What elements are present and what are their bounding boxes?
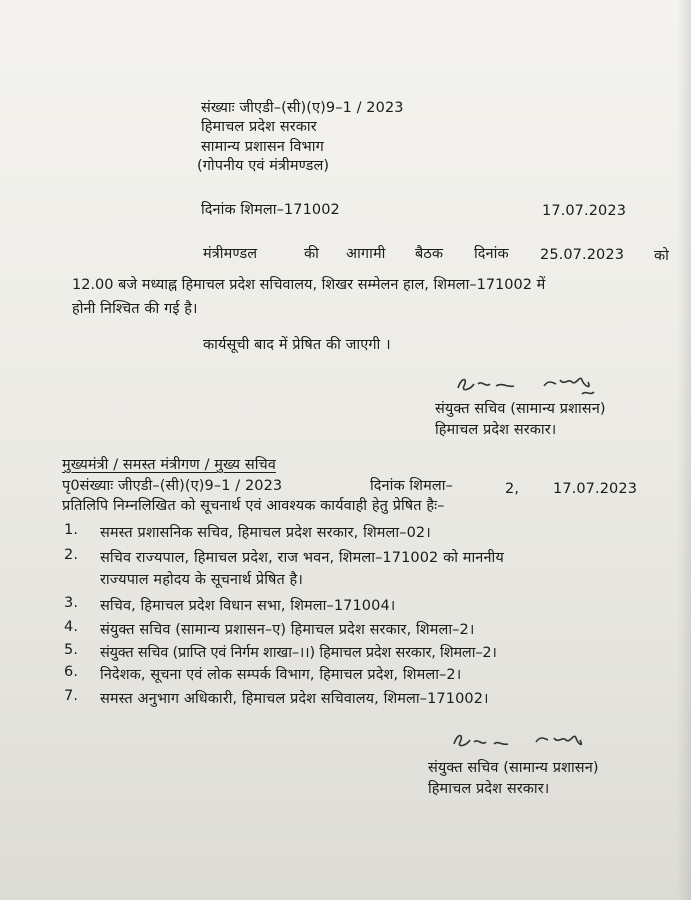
body-word: दिनांक: [474, 246, 509, 262]
list-item-number: 2.: [64, 547, 79, 563]
government-name: हिमाचल प्रदेश सरकार: [201, 119, 317, 135]
signatory-government: हिमाचल प्रदेश सरकार।: [428, 781, 550, 797]
signature-image: [450, 728, 590, 756]
list-item: समस्त प्रशासनिक सचिव, हिमाचल प्रदेश सरकार, शिमला–02।: [100, 525, 431, 541]
list-item: सचिव, हिमाचल प्रदेश विधान सभा, शिमला–171004।: [100, 598, 396, 614]
meeting-date: 25.07.2023: [540, 247, 625, 263]
body-word: को: [654, 248, 669, 264]
agenda-note: कार्यसूची बाद में प्रेषित की जाएगी ।: [203, 337, 391, 353]
body-word: की: [304, 246, 319, 262]
list-item: संयुक्त सचिव (प्राप्ति एवं निर्गम शाखा–।।) हिमाचल प्रदेश सरकार, शिमला–2।: [100, 645, 497, 661]
list-item: समस्त अनुभाग अधिकारी, हिमाचल प्रदेश सचिवालय, शिमला–171002।: [100, 691, 489, 707]
signatory-designation: संयुक्त सचिव (सामान्य प्रशासन): [435, 401, 606, 417]
reference-number: संख्याः जीएडी–(सी)(ए)9–1 / 2023: [201, 100, 404, 116]
body-line: होनी निश्चित की गई है।: [72, 301, 198, 317]
list-item: संयुक्त सचिव (सामान्य प्रशासन–ए) हिमाचल प्रदेश सरकार, शिमला–2।: [100, 622, 475, 638]
list-item-number: 4.: [64, 619, 79, 635]
list-item-number: 5.: [64, 642, 79, 658]
endorsement-reference: पृ0संख्याः जीएडी–(सी)(ए)9–1 / 2023: [62, 478, 283, 494]
section-name: (गोपनीय एवं मंत्रीमण्डल): [197, 158, 330, 174]
letter-date: 17.07.2023: [542, 203, 627, 219]
endorsement-intro: प्रतिलिपि निम्नलिखित को सूचनार्थ एवं आवश्यक कार्यवाही हेतु प्रेषित हैः–: [62, 498, 445, 514]
list-item-continuation: राज्यपाल महोदय के सूचनार्थ प्रेषित है।: [100, 572, 303, 588]
signatory-government: हिमाचल प्रदेश सरकार।: [435, 422, 557, 438]
addressee: मुख्यमंत्री / समस्त मंत्रीगण / मुख्य सचिव: [62, 457, 276, 473]
body-word: आगामी: [346, 246, 386, 262]
list-item-number: 1.: [64, 522, 79, 538]
body-word: बैठक: [415, 246, 444, 262]
list-item: निदेशक, सूचना एवं लोक सम्पर्क विभाग, हिमाचल प्रदेश, शिमला–2।: [100, 667, 462, 683]
body-line: 12.00 बजे मध्याह्न हिमाचल प्रदेश सचिवालय, शिखर सम्मेलन हाल, शिमला–171002 में: [72, 277, 546, 293]
endorsement-place-label: दिनांक शिमला–: [370, 478, 453, 494]
place-date-label: दिनांक शिमला–171002: [201, 202, 340, 218]
list-item-number: 6.: [64, 664, 79, 680]
department-name: सामान्य प्रशासन विभाग: [201, 139, 324, 155]
body-word: मंत्रीमण्डल: [203, 246, 258, 262]
list-item-number: 7.: [64, 688, 79, 704]
list-item: सचिव राज्यपाल, हिमाचल प्रदेश, राज भवन, शिमला–171002 को माननीय: [100, 550, 504, 566]
endorsement-date: 17.07.2023: [553, 481, 638, 497]
signature-image: [452, 370, 602, 400]
endorsement-day: 2,: [505, 481, 520, 497]
signatory-designation: संयुक्त सचिव (सामान्य प्रशासन): [428, 760, 599, 776]
list-item-number: 3.: [64, 595, 79, 611]
